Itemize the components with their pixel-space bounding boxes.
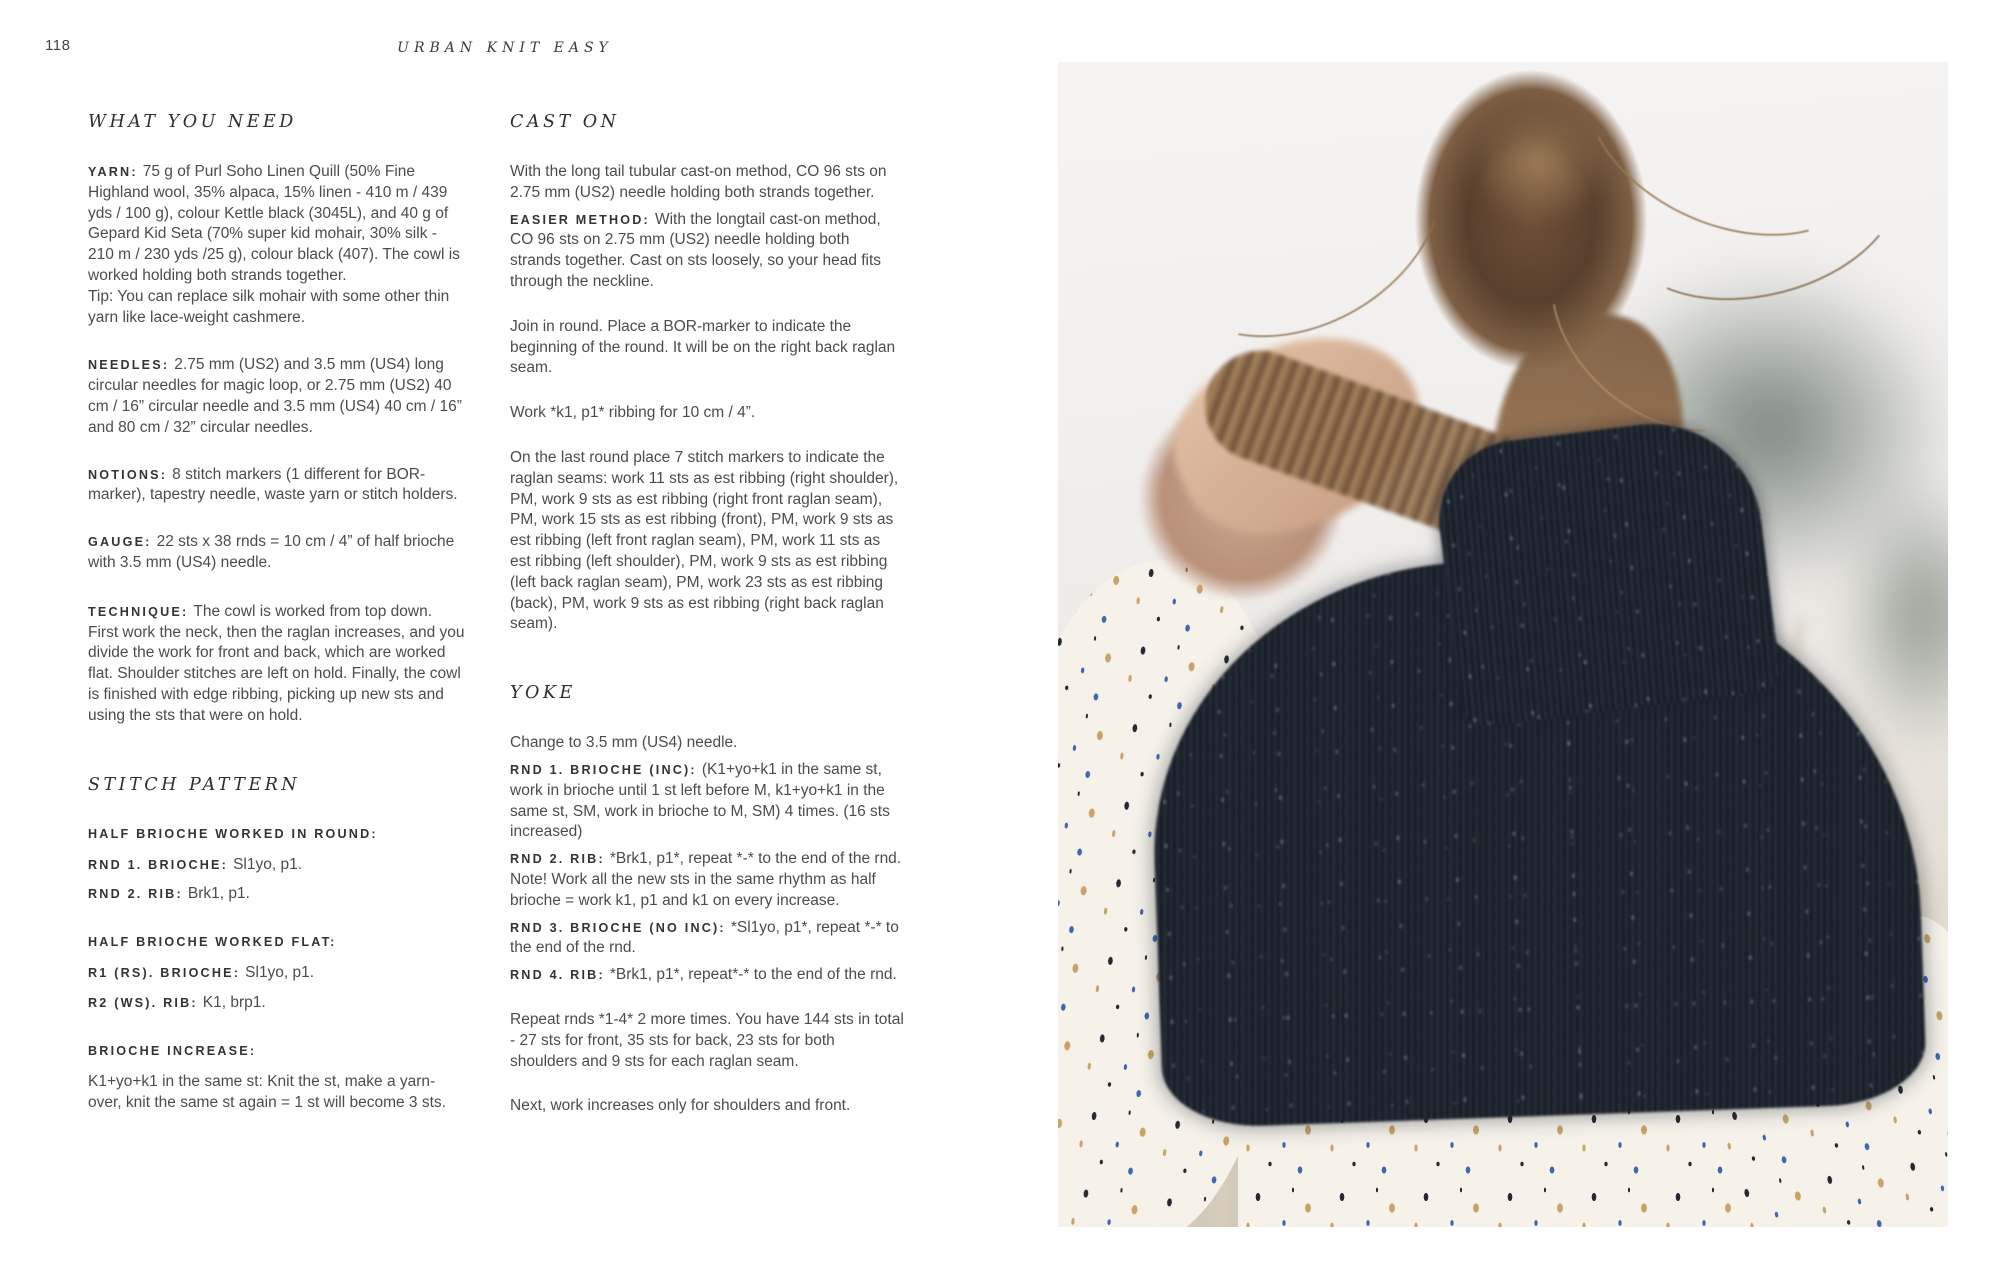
stitch-r1-label: R1 (RS). BRIOCHE:	[88, 966, 241, 981]
yoke-rnd4-text: *Brk1, p1*, repeat*-* to the end of the rnd.	[609, 966, 897, 984]
yoke-rnd4-label: RND 4. RIB:	[510, 968, 605, 983]
gauge-text: 22 sts x 38 rnds = 10 cm / 4” of half brioche with 3.5 mm (US4) needle.	[88, 533, 455, 571]
yoke-rnd1-text: (K1+yo+k1 in the same st, work in brioche until 1 st left before M, k1+yo+k1 in the same st, SM, work in brioche to M, SM) 4 times. (16 sts increased)	[510, 760, 890, 841]
yarn-paragraph	[88, 162, 466, 287]
yoke-rnd3	[510, 918, 904, 960]
stitch-r2	[88, 993, 466, 1014]
yoke-rnd2-text: *Brk1, p1*, repeat *-* to the end of the rnd. Note! Work all the new sts in the same rhythm as half brioche = work k1, p1 and k1 on every increase.	[510, 850, 902, 909]
yarn-tip: Tip: You can replace silk mohair with some other thin yarn like lace-weight cashmere.	[88, 287, 450, 326]
yoke-rnd2	[510, 849, 904, 911]
yoke-rnd1-label: RND 1. BRIOCHE (INC):	[510, 762, 697, 777]
technique-paragraph	[88, 602, 466, 727]
heading-cast-on: CAST ON	[510, 112, 620, 132]
heading-stitch-pattern: STITCH PATTERN	[88, 774, 301, 795]
stitch-r1	[88, 963, 466, 984]
stitch-rnd1-text: Sl1yo, p1.	[233, 855, 302, 873]
cast-on-p1: With the long tail tubular cast-on method, CO 96 sts on 2.75 mm (US2) needle holding both strands together.	[510, 163, 887, 201]
heading-yoke: YOKE	[510, 683, 576, 704]
notions-paragraph	[88, 465, 466, 507]
stitch-increase-text: K1+yo+k1 in the same st: Knit the st, make a yarn-over, knit the same st again = 1 st will become 3 sts.	[88, 1072, 446, 1111]
needles-paragraph	[88, 355, 466, 438]
yoke-next-paragraph: Next, work increases only for shoulders and front.	[510, 1097, 851, 1115]
page-number: 118	[45, 37, 71, 54]
yoke-needle-paragraph: Change to 3.5 mm (US4) needle.	[510, 734, 738, 752]
stitch-round-title: HALF BRIOCHE WORKED IN ROUND:	[88, 826, 378, 841]
running-header: URBAN KNIT EASY	[397, 40, 613, 56]
stitch-rnd2-text: Brk1, p1.	[187, 885, 250, 903]
stitch-r2-label: R2 (WS). RIB:	[88, 995, 198, 1010]
column-instructions	[510, 112, 904, 1138]
easier-method-text: With the longtail cast-on method, CO 96 sts on 2.75 mm (US2) needle holding both strands together. Cast on sts loosely, so your head fits through the neckline.	[510, 210, 882, 290]
easier-method-label: EASIER METHOD:	[510, 212, 650, 227]
technique-text: The cowl is worked from top down. First work the neck, then the raglan increases, and you divide the work for front and back, which are worked flat. Shoulder stitches are left on hold. Finally, the cowl is finished with edge ribbing, picking up new sts and using the sts that were on hold.	[88, 602, 465, 724]
technique-label: TECHNIQUE:	[88, 604, 189, 619]
gauge-label: GAUGE:	[88, 535, 152, 550]
yoke-rnd2-label: RND 2. RIB:	[510, 852, 605, 867]
gauge-paragraph	[88, 532, 466, 574]
needles-label: NEEDLES:	[88, 358, 170, 373]
yarn-text: 75 g of Purl Soho Linen Quill (50% Fine Highland wool, 35% alpaca, 15% linen - 410 m / 439 yds / 100 g), colour Kettle black (3045L), and 40 g of Gepard Kid Seta (70% super kid mohair, 30% silk - 210 m / 230 yds /25 g), colour black (407). The cowl is worked holding both strands together.	[88, 163, 460, 284]
column-what-you-need	[88, 112, 466, 1113]
cast-on-ribbing-paragraph: Work *k1, p1* ribbing for 10 cm / 4”.	[510, 404, 756, 422]
photo-cowl-neck	[1430, 412, 1782, 729]
cast-on-join-paragraph: Join in round. Place a BOR-marker to indicate the beginning of the round. It will be on the right back raglan seam.	[510, 317, 896, 377]
notions-text: 8 stitch markers (1 different for BOR-marker), tapestry needle, waste yarn or stitch holders.	[88, 465, 458, 504]
heading-what-you-need: WHAT YOU NEED	[88, 112, 297, 132]
stitch-r1-text: Sl1yo, p1.	[245, 964, 315, 982]
yoke-rnd3-label: RND 3. BRIOCHE (NO INC):	[510, 920, 726, 935]
easier-method-paragraph	[510, 210, 904, 293]
notions-label: NOTIONS:	[88, 467, 168, 482]
stitch-rnd2-label: RND 2. RIB:	[88, 887, 183, 902]
yoke-rnd4	[510, 965, 904, 986]
stitch-rnd2	[88, 884, 466, 905]
stitch-r2-text: K1, brp1.	[202, 993, 266, 1011]
yarn-label: YARN:	[88, 165, 138, 179]
needles-text: 2.75 mm (US2) and 3.5 mm (US4) long circular needles for magic loop, or 2.75 mm (US2) 40 cm / 16” circular needle and 3.5 mm (US4) 40 cm / 16” and 80 cm / 32” circular needles.	[88, 356, 462, 436]
yoke-repeat-paragraph: Repeat rnds *1-4* 2 more times. You have 144 sts in total - 27 sts for front, 35 sts for back, 23 sts for both shoulders and 9 sts for each raglan seam.	[510, 1010, 904, 1070]
yoke-rnd3-text: *Sl1yo, p1*, repeat *-* to the end of the rnd.	[510, 918, 899, 957]
pattern-photo	[1058, 62, 1948, 1227]
cast-on-markers-paragraph: On the last round place 7 stitch markers to indicate the raglan seams: work 11 sts as est ribbing (right shoulder), PM, work 9 sts as est ribbing (right front raglan seam), PM, work 15 sts as est ribbing (front), PM, work 9 sts as est ribbing (left front raglan seam), PM, work 11 sts as est ribbing (left shoulder), PM, work 9 sts as est ribbing (left back raglan seam), PM, work 23 sts as est ribbing (back), PM, work 9 sts as est ribbing (right back raglan seam).	[510, 448, 899, 633]
stitch-flat-title: HALF BRIOCHE WORKED FLAT:	[88, 935, 337, 950]
stitch-increase-title: BRIOCHE INCREASE:	[88, 1043, 257, 1058]
stitch-rnd1	[88, 855, 466, 876]
stitch-rnd1-label: RND 1. BRIOCHE:	[88, 857, 229, 872]
yoke-rnd1	[510, 760, 904, 843]
